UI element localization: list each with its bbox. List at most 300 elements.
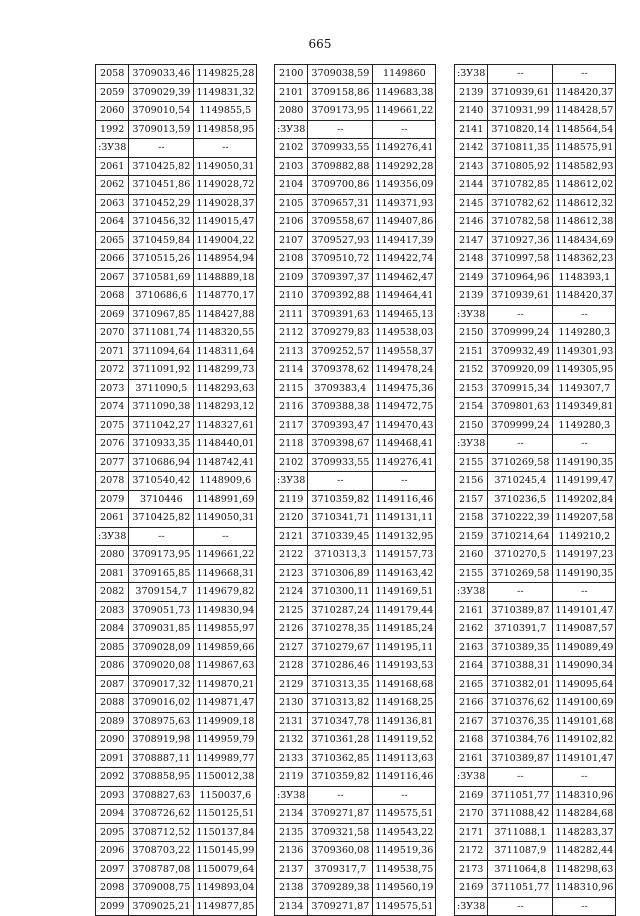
point-number-cell: :ЗУ38 (455, 768, 488, 787)
point-number-cell: 2168 (455, 731, 488, 750)
x-coordinate-cell: 3710269,58 (488, 453, 553, 472)
x-coordinate-cell: 3709029,39 (129, 83, 194, 102)
y-coordinate-cell: 1149276,41 (373, 139, 436, 158)
x-coordinate-cell: 3710287,24 (308, 601, 373, 620)
y-coordinate-cell: 1148575,91 (553, 139, 616, 158)
y-coordinate-cell: 1149101,68 (553, 712, 616, 731)
y-coordinate-cell: -- (553, 305, 616, 324)
x-coordinate-cell: -- (488, 897, 553, 916)
table-row (275, 398, 436, 417)
x-coordinate-cell: 3708919,98 (129, 731, 194, 750)
table-row (275, 176, 436, 195)
point-number-cell: 2156 (455, 472, 488, 491)
y-coordinate-cell: 1149307,7 (553, 379, 616, 398)
point-number-cell: 2074 (96, 398, 129, 417)
x-coordinate-cell: 3710313,3 (308, 546, 373, 565)
table-row (455, 842, 616, 861)
y-coordinate-cell: 1149185,24 (373, 620, 436, 639)
point-number-cell: 2161 (455, 749, 488, 768)
x-coordinate-cell: 3709700,86 (308, 176, 373, 195)
table-row (275, 157, 436, 176)
table-row (275, 83, 436, 102)
y-coordinate-cell: 1148612,38 (553, 213, 616, 232)
point-number-cell: :ЗУ38 (96, 527, 129, 546)
x-coordinate-cell: 3710939,61 (488, 287, 553, 306)
x-coordinate-cell: 3709271,87 (308, 897, 373, 916)
y-coordinate-cell: 1149877,85 (194, 897, 257, 916)
y-coordinate-cell: 1149119,52 (373, 731, 436, 750)
x-coordinate-cell: 3711088,1 (488, 823, 553, 842)
point-number-cell: 2092 (96, 768, 129, 787)
x-coordinate-cell: 3710300,11 (308, 583, 373, 602)
y-coordinate-cell: 1149116,46 (373, 768, 436, 787)
y-coordinate-cell: 1148293,12 (194, 398, 257, 417)
y-coordinate-cell: 1149280,3 (553, 324, 616, 343)
x-coordinate-cell: 3710278,35 (308, 620, 373, 639)
point-number-cell: 2120 (275, 509, 308, 528)
table-row (455, 416, 616, 435)
table-row (455, 231, 616, 250)
x-coordinate-cell: 3709391,63 (308, 305, 373, 324)
y-coordinate-cell: 1149090,34 (553, 657, 616, 676)
point-number-cell: 2069 (96, 305, 129, 324)
x-coordinate-cell: 3710446 (129, 490, 194, 509)
point-number-cell: :ЗУ38 (455, 583, 488, 602)
x-coordinate-cell: 3711042,27 (129, 416, 194, 435)
x-coordinate-cell: 3709321,58 (308, 823, 373, 842)
page-number: 665 (308, 37, 332, 51)
table-row (96, 139, 257, 158)
table-row (275, 268, 436, 287)
x-coordinate-cell: 3710452,29 (129, 194, 194, 213)
table-row (96, 324, 257, 343)
point-number-cell: 2123 (275, 564, 308, 583)
y-coordinate-cell: 1149116,46 (373, 490, 436, 509)
table-row (275, 324, 436, 343)
y-coordinate-cell: 1148582,93 (553, 157, 616, 176)
y-coordinate-cell: 1149668,31 (194, 564, 257, 583)
y-coordinate-cell: 1149292,28 (373, 157, 436, 176)
x-coordinate-cell: 3709392,88 (308, 287, 373, 306)
point-number-cell: 2149 (455, 268, 488, 287)
point-number-cell: 2169 (455, 879, 488, 898)
y-coordinate-cell: 1149422,74 (373, 250, 436, 269)
x-coordinate-cell: 3710933,35 (129, 435, 194, 454)
table-row (275, 342, 436, 361)
point-number-cell: 2169 (455, 786, 488, 805)
x-coordinate-cell: 3710286,46 (308, 657, 373, 676)
y-coordinate-cell: 1149100,69 (553, 694, 616, 713)
table-row (96, 416, 257, 435)
point-number-cell: 2166 (455, 694, 488, 713)
table-row (96, 472, 257, 491)
table-row (275, 768, 436, 787)
table-row (455, 379, 616, 398)
x-coordinate-cell: 3710805,92 (488, 157, 553, 176)
table-row (455, 823, 616, 842)
x-coordinate-cell: 3711090,38 (129, 398, 194, 417)
y-coordinate-cell: 1149136,81 (373, 712, 436, 731)
x-coordinate-cell: 3708827,63 (129, 786, 194, 805)
point-number-cell: 2090 (96, 731, 129, 750)
x-coordinate-cell: -- (129, 139, 194, 158)
x-coordinate-cell: 3710820,14 (488, 120, 553, 139)
x-coordinate-cell: 3711051,77 (488, 786, 553, 805)
x-coordinate-cell: 3710782,58 (488, 213, 553, 232)
y-coordinate-cell: 1148742,41 (194, 453, 257, 472)
y-coordinate-cell: 1149305,95 (553, 361, 616, 380)
y-coordinate-cell: 1149015,47 (194, 213, 257, 232)
table-row (275, 472, 436, 491)
y-coordinate-cell: 1149349,81 (553, 398, 616, 417)
point-number-cell: 2114 (275, 361, 308, 380)
x-coordinate-cell: 3710306,89 (308, 564, 373, 583)
y-coordinate-cell: 1150125,51 (194, 805, 257, 824)
y-coordinate-cell: 1150012,38 (194, 768, 257, 787)
x-coordinate-cell: 3709393,47 (308, 416, 373, 435)
point-number-cell: 2173 (455, 860, 488, 879)
point-number-cell: 2102 (275, 453, 308, 472)
x-coordinate-cell: 3710341,71 (308, 509, 373, 528)
table-row (96, 823, 257, 842)
point-number-cell: :ЗУ38 (96, 139, 129, 158)
y-coordinate-cell: 1149276,41 (373, 453, 436, 472)
y-coordinate-cell: 1149679,82 (194, 583, 257, 602)
point-number-cell: 2100 (275, 65, 308, 84)
y-coordinate-cell: 1149087,57 (553, 620, 616, 639)
x-coordinate-cell: 3710939,61 (488, 83, 553, 102)
table-row (275, 731, 436, 750)
table-row (96, 361, 257, 380)
point-number-cell: 2152 (455, 361, 488, 380)
x-coordinate-cell: 3710964,96 (488, 268, 553, 287)
table-row (275, 786, 436, 805)
y-coordinate-cell: 1148909,6 (194, 472, 257, 491)
table-row (455, 694, 616, 713)
table-row (275, 749, 436, 768)
y-coordinate-cell: -- (553, 897, 616, 916)
point-number-cell: 2138 (275, 879, 308, 898)
y-coordinate-cell: 1149468,41 (373, 435, 436, 454)
point-number-cell: 2073 (96, 379, 129, 398)
table-row (96, 305, 257, 324)
x-coordinate-cell: 3709801,63 (488, 398, 553, 417)
y-coordinate-cell: 1148282,44 (553, 842, 616, 861)
point-number-cell: 2154 (455, 398, 488, 417)
table-row (455, 675, 616, 694)
point-number-cell: 2086 (96, 657, 129, 676)
y-coordinate-cell: -- (194, 139, 257, 158)
table-row (275, 490, 436, 509)
point-number-cell: 2066 (96, 250, 129, 269)
x-coordinate-cell: 3709882,88 (308, 157, 373, 176)
table-row (455, 287, 616, 306)
x-coordinate-cell: 3710388,31 (488, 657, 553, 676)
point-number-cell: 2067 (96, 268, 129, 287)
point-number-cell: 2116 (275, 398, 308, 417)
table-row (96, 694, 257, 713)
y-coordinate-cell: 1149179,44 (373, 601, 436, 620)
table-row (455, 638, 616, 657)
point-number-cell: 2141 (455, 120, 488, 139)
y-coordinate-cell: 1149301,93 (553, 342, 616, 361)
y-coordinate-cell: 1148954,94 (194, 250, 257, 269)
point-number-cell: 2118 (275, 435, 308, 454)
point-number-cell: 2113 (275, 342, 308, 361)
table-row (96, 83, 257, 102)
table-row (96, 768, 257, 787)
y-coordinate-cell: 1149860 (373, 65, 436, 84)
x-coordinate-cell: 3709378,62 (308, 361, 373, 380)
point-number-cell: 2157 (455, 490, 488, 509)
table-row (455, 860, 616, 879)
table-row (275, 527, 436, 546)
table-row (96, 213, 257, 232)
point-number-cell: 2135 (275, 823, 308, 842)
x-coordinate-cell: 3710997,58 (488, 250, 553, 269)
table-row (96, 342, 257, 361)
y-coordinate-cell: -- (194, 527, 257, 546)
point-number-cell: 2163 (455, 638, 488, 657)
x-coordinate-cell: 3711090,5 (129, 379, 194, 398)
y-coordinate-cell: 1149407,86 (373, 213, 436, 232)
y-coordinate-cell: 1148284,68 (553, 805, 616, 824)
point-number-cell: 2134 (275, 897, 308, 916)
point-number-cell: 2127 (275, 638, 308, 657)
point-number-cell: 2085 (96, 638, 129, 657)
x-coordinate-cell: 3709933,55 (308, 139, 373, 158)
table-row (275, 435, 436, 454)
point-number-cell: 2112 (275, 324, 308, 343)
x-coordinate-cell: 3709360,08 (308, 842, 373, 861)
x-coordinate-cell: 3708787,08 (129, 860, 194, 879)
table-row (96, 65, 257, 84)
point-number-cell: 2093 (96, 786, 129, 805)
point-number-cell: 2128 (275, 657, 308, 676)
x-coordinate-cell: 3710931,99 (488, 102, 553, 121)
y-coordinate-cell: 1149101,47 (553, 601, 616, 620)
y-coordinate-cell: 1149197,23 (553, 546, 616, 565)
table-row (96, 620, 257, 639)
table-row (275, 194, 436, 213)
point-number-cell: 2153 (455, 379, 488, 398)
table-row (455, 583, 616, 602)
point-number-cell: 2150 (455, 416, 488, 435)
table-row (96, 194, 257, 213)
x-coordinate-cell: 3710376,35 (488, 712, 553, 731)
y-coordinate-cell: 1148311,64 (194, 342, 257, 361)
x-coordinate-cell: 3708975,63 (129, 712, 194, 731)
point-number-cell: 2080 (275, 102, 308, 121)
x-coordinate-cell: 3709657,31 (308, 194, 373, 213)
y-coordinate-cell: 1149102,82 (553, 731, 616, 750)
x-coordinate-cell: 3710967,85 (129, 305, 194, 324)
x-coordinate-cell: 3710425,82 (129, 157, 194, 176)
x-coordinate-cell: 3709016,02 (129, 694, 194, 713)
point-number-cell: 2079 (96, 490, 129, 509)
point-number-cell: 2101 (275, 83, 308, 102)
table-row (96, 879, 257, 898)
point-number-cell: 2081 (96, 564, 129, 583)
point-number-cell: 2103 (275, 157, 308, 176)
point-number-cell: 2077 (96, 453, 129, 472)
y-coordinate-cell: 1149470,43 (373, 416, 436, 435)
x-coordinate-cell: 3709920,09 (488, 361, 553, 380)
point-number-cell: :ЗУ38 (275, 472, 308, 491)
y-coordinate-cell: 1148283,37 (553, 823, 616, 842)
x-coordinate-cell: 3710245,4 (488, 472, 553, 491)
point-number-cell: 2080 (96, 546, 129, 565)
table-row (96, 250, 257, 269)
table-row (96, 638, 257, 657)
y-coordinate-cell: 1149831,32 (194, 83, 257, 102)
y-coordinate-cell: 1149472,75 (373, 398, 436, 417)
point-number-cell: 2139 (455, 83, 488, 102)
point-number-cell: 2143 (455, 157, 488, 176)
point-number-cell: 2102 (275, 139, 308, 158)
table-row (96, 453, 257, 472)
table-row (275, 361, 436, 380)
x-coordinate-cell: -- (488, 65, 553, 84)
x-coordinate-cell: 3710359,82 (308, 768, 373, 787)
x-coordinate-cell: 3709999,24 (488, 416, 553, 435)
point-number-cell: 2084 (96, 620, 129, 639)
table-row (275, 65, 436, 84)
table-row (275, 897, 436, 916)
point-number-cell: 2162 (455, 620, 488, 639)
point-number-cell: 2121 (275, 527, 308, 546)
table-row (96, 749, 257, 768)
table-row (275, 712, 436, 731)
table-row (96, 268, 257, 287)
point-number-cell: 2105 (275, 194, 308, 213)
x-coordinate-cell: 3709033,46 (129, 65, 194, 84)
x-coordinate-cell: -- (488, 305, 553, 324)
point-number-cell: 2150 (455, 324, 488, 343)
table-row (96, 398, 257, 417)
x-coordinate-cell: 3709017,32 (129, 675, 194, 694)
coordinates-table-column-1 (95, 64, 257, 916)
y-coordinate-cell: 1148889,18 (194, 268, 257, 287)
table-row (275, 379, 436, 398)
x-coordinate-cell: 3709558,67 (308, 213, 373, 232)
point-number-cell: 2125 (275, 601, 308, 620)
x-coordinate-cell: -- (308, 786, 373, 805)
point-number-cell: 2083 (96, 601, 129, 620)
y-coordinate-cell: 1148310,96 (553, 786, 616, 805)
y-coordinate-cell: 1149113,63 (373, 749, 436, 768)
table-row (275, 823, 436, 842)
point-number-cell: 2155 (455, 564, 488, 583)
table-row (455, 139, 616, 158)
table-row (455, 749, 616, 768)
y-coordinate-cell: 1150137,84 (194, 823, 257, 842)
y-coordinate-cell: 1149661,22 (194, 546, 257, 565)
table-row (96, 731, 257, 750)
point-number-cell: :ЗУ38 (275, 120, 308, 139)
x-coordinate-cell: 3709510,72 (308, 250, 373, 269)
y-coordinate-cell: 1149855,97 (194, 620, 257, 639)
table-row (455, 250, 616, 269)
table-row (96, 379, 257, 398)
point-number-cell: 2140 (455, 102, 488, 121)
x-coordinate-cell: 3709038,59 (308, 65, 373, 84)
table-row (96, 675, 257, 694)
table-row (96, 601, 257, 620)
x-coordinate-cell: 3709999,24 (488, 324, 553, 343)
x-coordinate-cell: 3708887,11 (129, 749, 194, 768)
y-coordinate-cell: 1149132,95 (373, 527, 436, 546)
x-coordinate-cell: 3711087,9 (488, 842, 553, 861)
x-coordinate-cell: 3709010,54 (129, 102, 194, 121)
table-row (455, 65, 616, 84)
x-coordinate-cell: 3710389,35 (488, 638, 553, 657)
point-number-cell: 2164 (455, 657, 488, 676)
y-coordinate-cell: 1148440,01 (194, 435, 257, 454)
table-row (455, 768, 616, 787)
y-coordinate-cell: 1149683,38 (373, 83, 436, 102)
table-row (275, 546, 436, 565)
y-coordinate-cell: 1149202,84 (553, 490, 616, 509)
y-coordinate-cell: 1149089,49 (553, 638, 616, 657)
x-coordinate-cell: 3709173,95 (308, 102, 373, 121)
y-coordinate-cell: 1149210,2 (553, 527, 616, 546)
table-row (96, 527, 257, 546)
table-row (275, 250, 436, 269)
table-row (455, 546, 616, 565)
x-coordinate-cell: 3710540,42 (129, 472, 194, 491)
y-coordinate-cell: 1149543,22 (373, 823, 436, 842)
table-row (455, 102, 616, 121)
y-coordinate-cell: 1149538,75 (373, 860, 436, 879)
point-number-cell: 2096 (96, 842, 129, 861)
y-coordinate-cell: -- (553, 768, 616, 787)
point-number-cell: 2058 (96, 65, 129, 84)
table-row (455, 712, 616, 731)
x-coordinate-cell: 3709025,21 (129, 897, 194, 916)
table-row (275, 453, 436, 472)
table-row (275, 583, 436, 602)
y-coordinate-cell: 1149050,31 (194, 157, 257, 176)
x-coordinate-cell: 3710456,32 (129, 213, 194, 232)
y-coordinate-cell: 1149858,95 (194, 120, 257, 139)
x-coordinate-cell: 3709317,7 (308, 860, 373, 879)
y-coordinate-cell: -- (553, 435, 616, 454)
y-coordinate-cell: 1149830,94 (194, 601, 257, 620)
x-coordinate-cell: 3710451,86 (129, 176, 194, 195)
x-coordinate-cell: 3710361,28 (308, 731, 373, 750)
x-coordinate-cell: 3709020,08 (129, 657, 194, 676)
x-coordinate-cell: 3710347,78 (308, 712, 373, 731)
y-coordinate-cell: 1149475,36 (373, 379, 436, 398)
point-number-cell: 2147 (455, 231, 488, 250)
point-number-cell: 2061 (96, 157, 129, 176)
x-coordinate-cell: 3710384,76 (488, 731, 553, 750)
x-coordinate-cell: 3711051,77 (488, 879, 553, 898)
table-row (455, 731, 616, 750)
point-number-cell: 2061 (96, 509, 129, 528)
y-coordinate-cell: 1148564,54 (553, 120, 616, 139)
point-number-cell: 2170 (455, 805, 488, 824)
table-row (275, 287, 436, 306)
table-row (96, 287, 257, 306)
y-coordinate-cell: 1149371,93 (373, 194, 436, 213)
x-coordinate-cell: 3710236,5 (488, 490, 553, 509)
table-row (96, 546, 257, 565)
point-number-cell: 2167 (455, 712, 488, 731)
x-coordinate-cell: 3710270,5 (488, 546, 553, 565)
y-coordinate-cell: 1149575,51 (373, 805, 436, 824)
